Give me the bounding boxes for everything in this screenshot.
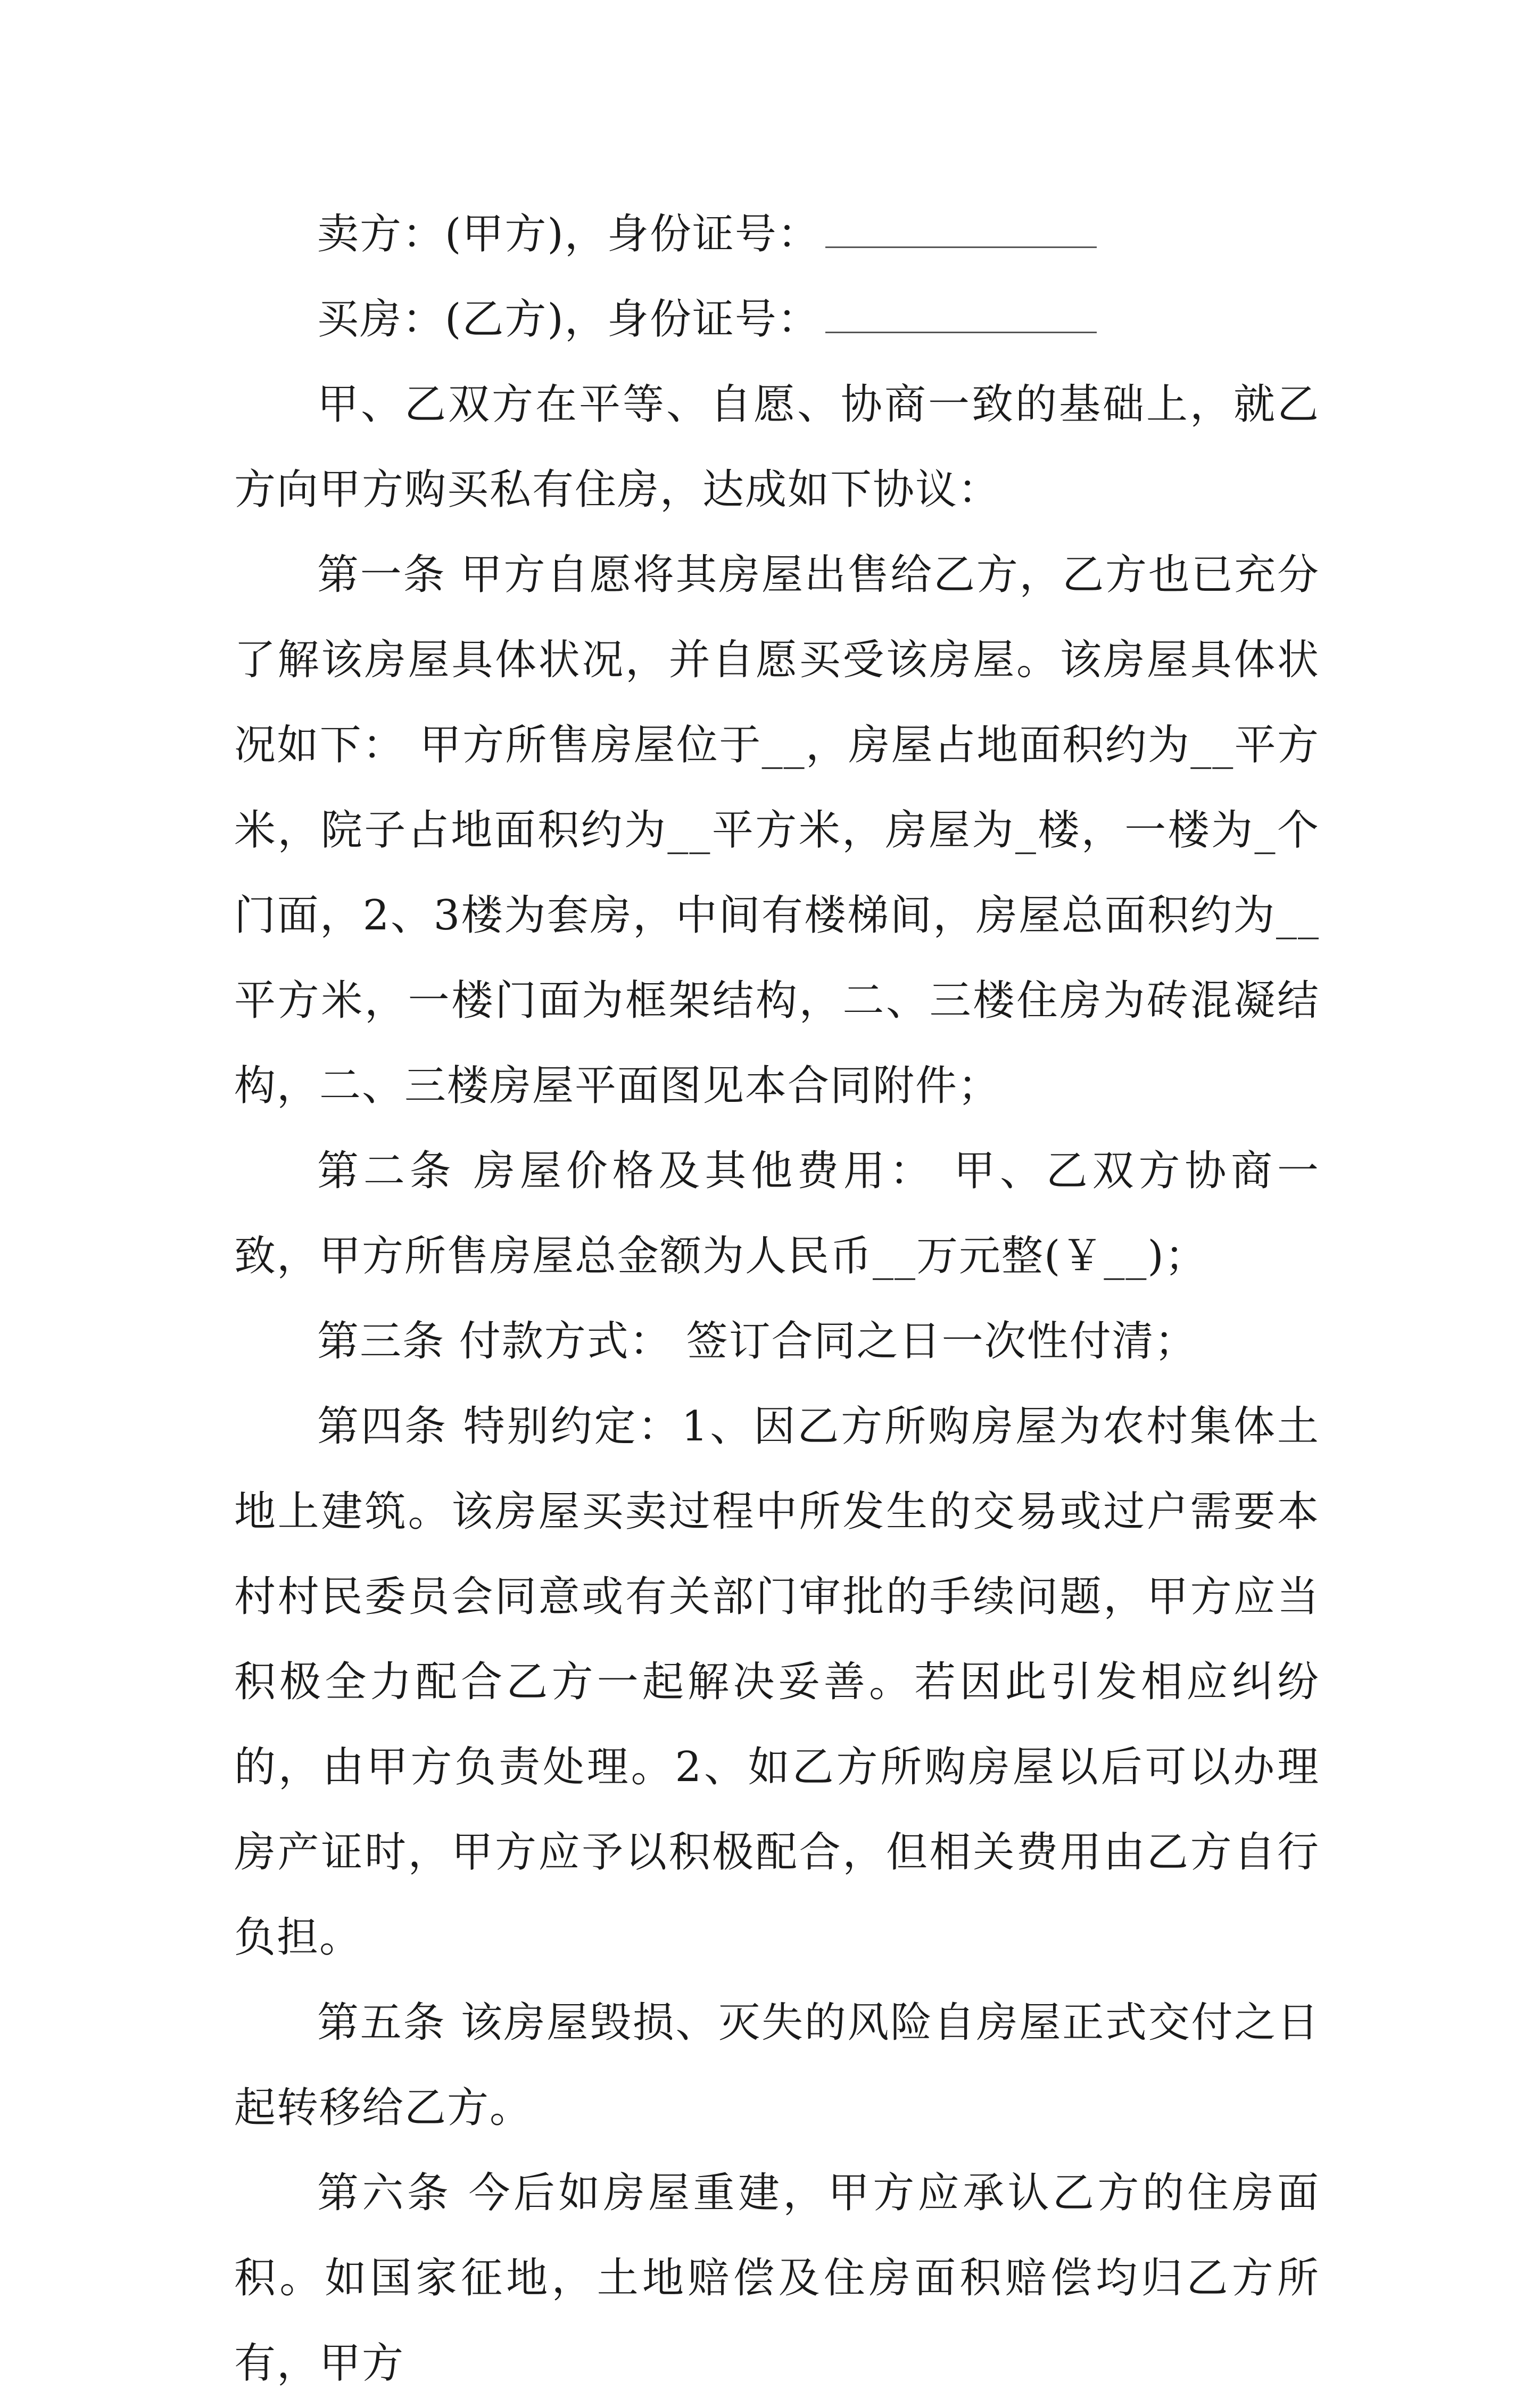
article-3-paragraph: 第三条 付款方式： 签订合同之日一次性付清； (317, 1317, 1197, 1365)
article-5-paragraph: 第五条 该房屋毁损、灭失的风险自房屋正式交付之日起转移给乙方。 (234, 1999, 1320, 2132)
seller-line (234, 192, 1320, 277)
contract-body (234, 192, 1320, 2406)
seller-id-blank (825, 209, 1097, 248)
buyer-label: 买房：(乙方)，身份证号： (317, 295, 820, 343)
buyer-line (234, 277, 1320, 362)
article-4-paragraph: 第四条 特别约定：1、因乙方所购房屋为农村集体土地上建筑。该房屋买卖过程中所发生的交易或过户需要本村村民委员会同意或有关部门审批的手续问题，甲方应当积极全力配合乙方一起解决妥善。若因此引发相应纠纷的，由甲方负责处理。2、如乙方所购房屋以后可以办理房产证时，甲方应予以积极配合，但相关费用由乙方自行负担。 (234, 1403, 1320, 1962)
article-2-paragraph: 第二条 房屋价格及其他费用： 甲、乙双方协商一致，甲方所售房屋总金额为人民币__万元整(￥__)； (234, 1147, 1320, 1280)
seller-label: 卖方：(甲方)，身份证号： (317, 210, 820, 258)
article-6-paragraph: 第六条 今后如房屋重建，甲方应承认乙方的住房面积。如国家征地，土地赔偿及住房面积赔偿均归乙方所有，甲方 (234, 2169, 1320, 2387)
article-1-paragraph: 第一条 甲方自愿将其房屋出售给乙方，乙方也已充分了解该房屋具体状况，并自愿买受该房屋。该房屋具体状况如下： 甲方所售房屋位于__，房屋占地面积约为__平方米，院子占地面积约为__平方米，房屋为_楼，一楼为_个门面，2、3楼为套房，中间有楼梯间，房屋总面积约为__平方米，一楼门面为框架结构，二、三楼住房为砖混凝结构，二、三楼房屋平面图见本合同附件； (234, 551, 1320, 1110)
buyer-id-blank (825, 294, 1097, 333)
intro-paragraph: 甲、乙双方在平等、自愿、协商一致的基础上，就乙方向甲方购买私有住房，达成如下协议： (234, 381, 1320, 514)
